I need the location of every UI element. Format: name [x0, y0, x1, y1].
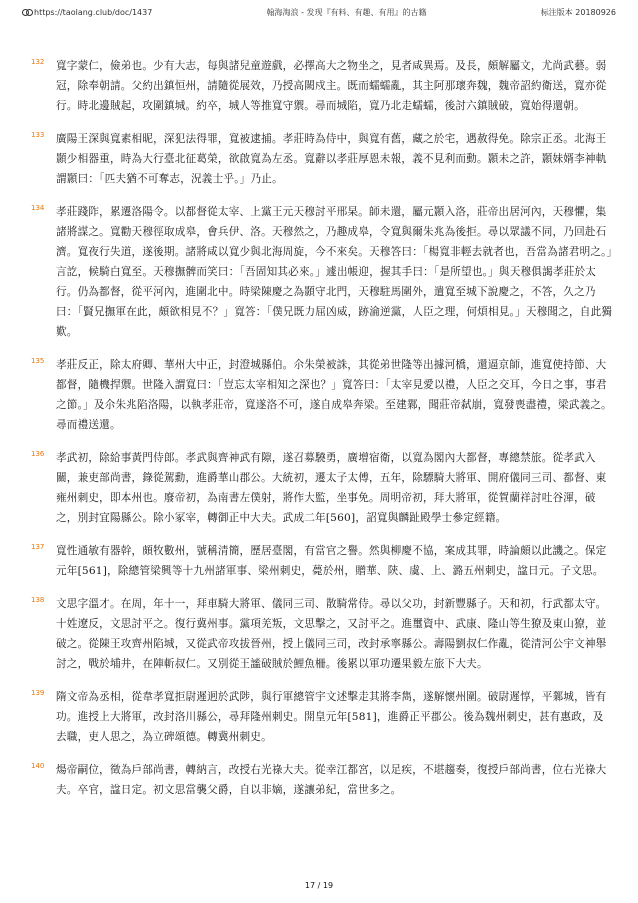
- paragraph-text: 寬性通敏有器幹，頗牧數州，號稱清簡，歷居臺閣，有當官之譽。然與柳慶不協，案成其罪，時論頗以此譏之。保定元年[561]，除總管梁興等十九州諸軍事、梁州刺史，薨於州，贈華、陝、虞、上、潞五州刺史，諡日元。子文思。: [56, 545, 607, 577]
- header-version: 标注版本 20180926: [540, 7, 616, 17]
- infinity-logo-icon: [22, 9, 31, 15]
- paragraph-138: [24, 594, 614, 674]
- paragraph-text: 孝莊踐阼，累遷洛陽令。以都督從太宰、上黨王元天穆討平邢杲。師未還，屬元顥入洛，莊帝出居河內，天穆懼，集諸將謀之。寬勸天穆徑取成皋，會兵伊、洛。天穆然之，乃趣成皋，令寬與爾朱兆為後拒。尋以眾議不同，乃回赴石濟。寬夜行失道，遂後期。諸將咸以寬少與北海周旋，今不來矣。天穆答曰：「楊寬非輕去就者也，吾當為諸君明之。」言訖，候騎白寬至。天穆撫髀而笑曰：「吾固知其必來。」遽出帳迎，握其手曰：「是所望也。」與天穆俱謁孝莊於太行。仍為都督，從平河內，進圍北中。時梁陳慶之為顥守北門，天穆駐馬圍外，遣寬至城下說慶之，不答，久之乃曰：「賢兄撫軍在此，頗欲相見不？」寬答：「僕兄既力屈凶威，跡淪逆黨，人臣之理，何煩相見。」天穆聞之，自此獨歎。: [56, 206, 613, 338]
- paragraph-text: 寬字蒙仁，儉弟也。少有大志，每與諸兒童遊戲，必擇高大之物坐之，見者咸異焉。及長，頗解屬文，尤尚武藝。弱冠，除奉朝請。父約出鎮恒州，請隨從展效，乃授高闕戍主。既而蠕蠕亂，其主阿那瓌奔魏，魏帝詔約衛送，寬亦從行。時北邊賊起，攻圍鎮城。約卒，城人等推寬守禦。尋而城陷，寬乃北走蠕蠕，後討六鎮賊破，寬始得還朝。: [56, 60, 607, 112]
- header-left: [22, 8, 152, 17]
- paragraph-number: 132: [31, 58, 45, 66]
- paragraph-number: 134: [31, 204, 45, 212]
- page-header: [22, 5, 616, 19]
- page-number: 17 / 19: [304, 881, 334, 890]
- paragraph-number: 139: [31, 689, 45, 697]
- document-body: [24, 56, 614, 813]
- paragraph-133: [24, 129, 614, 189]
- paragraph-text: 孝武初，除給事黃門侍郎。孝武與齊神武有隙，遂召募驍勇，廣增宿衛，以寬為閣內大都督，專總禁旅。從孝武入關，兼吏部尚書，錄從駕勳，進爵華山郡公。大統初，遷太子太傅，五年，除驃騎大將軍、開府儀同三司、都督、東雍州刺史，即本州也。廢帝初，為南書左僕射，將作大監，坐事免。周明帝初，拜大將軍，從賀蘭祥討吐谷渾，破之，別封宜陽縣公。除小冢宰，轉御正中大夫。武成二年[560]，詔寬與麟趾殿學士參定經籍。: [56, 452, 607, 524]
- paragraph-132: [24, 56, 614, 116]
- paragraph-text: 文思字溫才。在周，年十一，拜車騎大將軍、儀同三司、散騎常侍。尋以父功，封新豐縣子。天和初，行武都太守。十姓遼反，文思討平之。復行冀州事。黨項羌叛，文思擊之，又討平之。進璽資中、武康、隆山等生獠及東山獠，並破之。從陳王攻齊州陷城，又從武帝攻拔晉州，授上儀同三司，改封承寧縣公。壽陽劉叔仁作亂，從清河公宇文神舉討之，戰於埔井，在陣斬叔仁。又別從王謐破賊於鯉魚柵。後累以軍功遷果毅左旅下大夫。: [56, 598, 607, 670]
- paragraph-139: [24, 687, 614, 747]
- paragraph-text: 廣陽王深與寬素相昵，深犯法得罪，寬被逮捕。孝莊時為侍中，與寬有舊，藏之於宅，遇赦得免。除宗正丞。北海王顥少相器重，時為大行臺北征葛榮，欲啟寬為左丞。寬辭以孝莊厚恩未報，義不見利而動。顥未之許，顥妹婿李神軌謂顥曰：「匹夫猶不可奪志，況義士乎。」乃止。: [56, 133, 607, 185]
- paragraph-136: [24, 448, 614, 528]
- paragraph-number: 135: [31, 357, 45, 365]
- paragraph-135: [24, 355, 614, 435]
- header-title: 翰海淘浪 - 发现『有料、有趣、有用』的古籍: [266, 7, 427, 17]
- paragraph-number: 136: [31, 450, 45, 458]
- paragraph-number: 138: [31, 596, 45, 604]
- paragraph-134: [24, 202, 614, 342]
- paragraph-text: 隋文帝為丞相，從韋孝寬拒尉遲迥於武陟，與行軍總管宇文述擊走其將李雋，遂解懷州圍。破尉遲惇，平鄴城，皆有功。進授上大將軍，改封洛川縣公，尋拜隆州刺史。開皇元年[581]，進爵正平郡公。後為魏州刺史，甚有惠政，及去職，吏人思之，為立碑頌德。轉冀州刺史。: [56, 691, 607, 743]
- paragraph-text: 孝莊反正，除太府卿、華州大中正，封澄城縣伯。尒朱榮被誅，其從弟世隆等出據河橋，還逼京師，進寬使持節、大都督，隨機捍禦。世隆入謂寬曰：「豈忘太宰相知之深也？」寬答曰：「太宰見愛以禮，人臣之交耳，今日之事，事君之節。」及尒朱兆陷洛陽，以執孝莊帝，寬遂洛不可，遂自成皋奔梁。至建鄴，聞莊帝弑崩，寬發喪盡禮，梁武義之。尋而禮送還。: [56, 359, 612, 431]
- paragraph-137: [24, 541, 614, 581]
- paragraph-text: 煬帝嗣位，徵為戶部尚書，轉納言，改授右光祿大夫。從幸江都宮，以足疾，不堪趨奏，復授戶部尚書，位右光祿大夫。卒官，諡日定。初文思當襲父爵，自以非嫡，遂讓弟紀，當世多之。: [56, 764, 607, 796]
- paragraph-number: 137: [31, 543, 45, 551]
- paragraph-number: 133: [31, 131, 45, 139]
- paragraph-140: [24, 760, 614, 800]
- paragraph-number: 140: [31, 762, 45, 770]
- header-url[interactable]: https://taolang.club/doc/1437: [34, 7, 153, 17]
